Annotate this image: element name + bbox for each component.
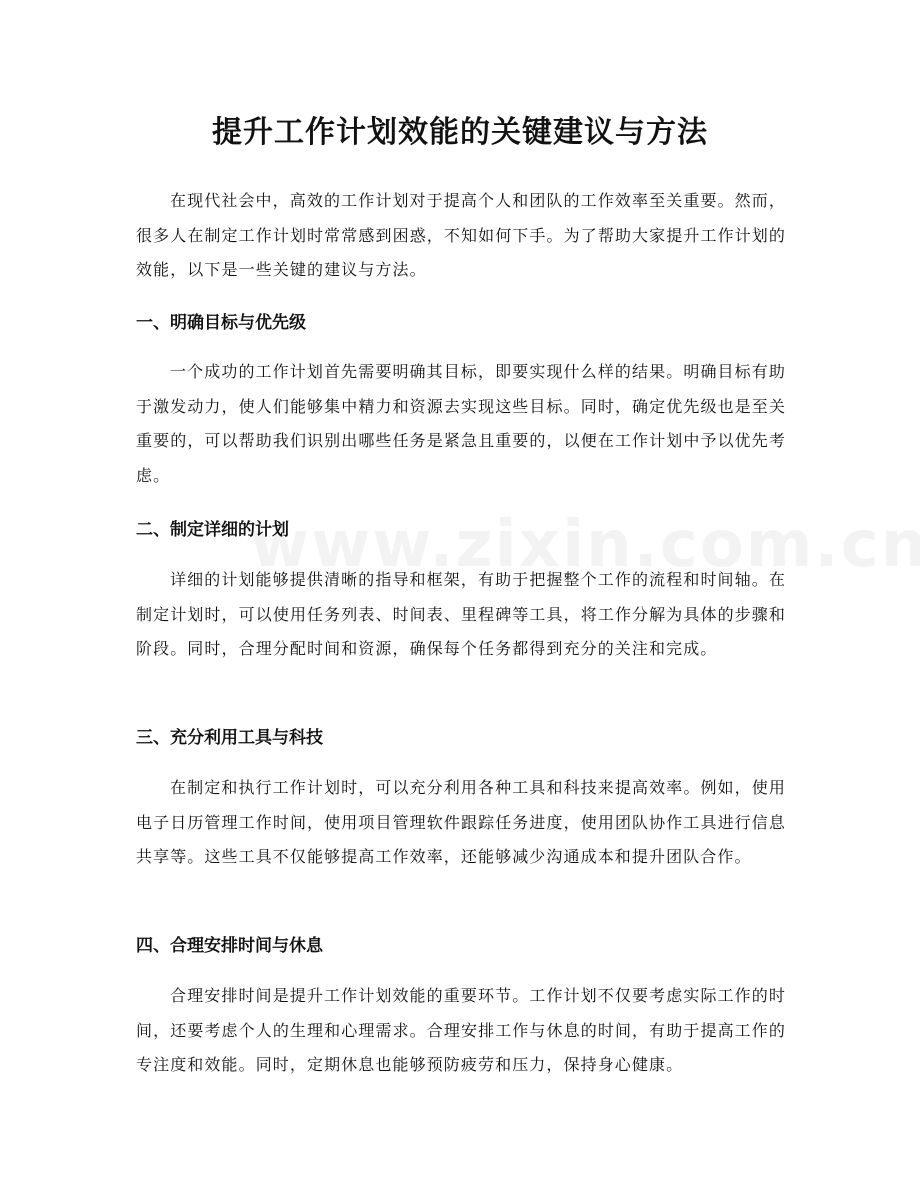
intro-paragraph: 在现代社会中，高效的工作计划对于提高个人和团队的工作效率至关重要。然而，很多人在制定工作计划时常常感到困惑，不知如何下手。为了帮助大家提升工作计划的效能，以下是一些关键的建议与方法。	[136, 191, 786, 279]
section-4	[136, 931, 786, 961]
section-1	[136, 308, 786, 338]
intro-block	[136, 184, 786, 288]
section-heading: 二、制定详细的计划	[136, 520, 289, 540]
section-1-body	[136, 355, 786, 493]
section-paragraph: 详细的计划能够提供清晰的指导和框架，有助于把握整个工作的流程和时间轴。在制定计划时，可以使用任务列表、时间表、里程碑等工具，将工作分解为具体的步骤和阶段。同时，合理分配时间和资源，确保每个任务都得到充分的关注和完成。	[136, 570, 786, 658]
section-paragraph: 在制定和执行工作计划时，可以充分利用各种工具和科技来提高效率。例如，使用电子日历管理工作时间，使用项目管理软件跟踪任务进度，使用团队协作工具进行信息共享等。这些工具不仅能够提高工作效率，还能够减少沟通成本和提升团队合作。	[136, 778, 786, 866]
section-3	[136, 723, 786, 753]
section-heading: 三、充分利用工具与科技	[136, 728, 323, 748]
section-heading: 一、明确目标与优先级	[136, 313, 306, 333]
section-2-body	[136, 563, 786, 667]
section-paragraph: 合理安排时间是提升工作计划效能的重要环节。工作计划不仅要考虑实际工作的时间，还要考虑个人的生理和心理需求。合理安排工作与休息的时间，有助于提高工作的专注度和效能。同时，定期休息也能够预防疲劳和压力，保持身心健康。	[136, 986, 786, 1074]
section-2	[136, 515, 786, 545]
section-paragraph: 一个成功的工作计划首先需要明确其目标，即要实现什么样的结果。明确目标有助于激发动力，使人们能够集中精力和资源去实现这些目标。同时，确定优先级也是至关重要的，可以帮助我们识别出哪些任务是紧急且重要的，以便在工作计划中予以优先考虑。	[136, 362, 786, 485]
section-4-body	[136, 979, 786, 1083]
section-heading: 四、合理安排时间与休息	[136, 936, 323, 956]
section-3-body	[136, 771, 786, 875]
document-title: 提升工作计划效能的关键建议与方法	[212, 115, 708, 150]
